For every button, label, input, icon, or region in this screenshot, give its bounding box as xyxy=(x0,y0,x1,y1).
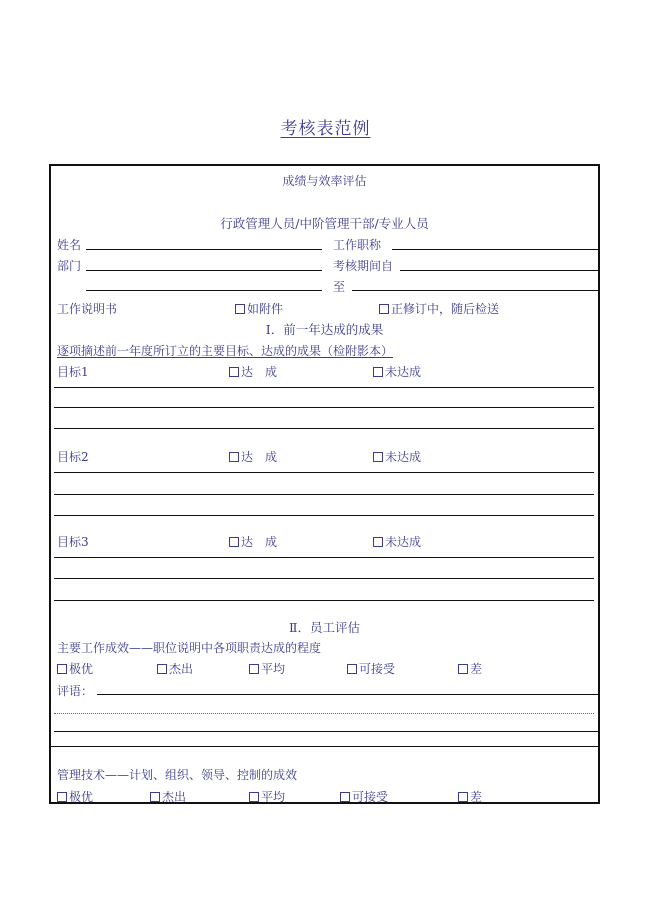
section2-title: Ⅱ．员工评估 xyxy=(289,620,360,635)
rating-label: 可接受 xyxy=(352,790,389,804)
rating-label: 可接受 xyxy=(359,662,396,676)
section-divider xyxy=(49,746,600,747)
comment-label: 评语： xyxy=(57,684,94,698)
checkbox-icon xyxy=(157,664,167,674)
mgmt-rating-excellent-option[interactable] xyxy=(57,788,93,805)
checkbox-icon xyxy=(57,792,67,802)
comment-line-3[interactable] xyxy=(54,731,600,732)
name-label: 姓名 xyxy=(57,238,82,252)
checkbox-icon xyxy=(229,452,239,462)
rating-label: 平均 xyxy=(261,790,286,804)
goal3-not-achieved-label: 未达成 xyxy=(385,535,422,549)
checkbox-icon xyxy=(229,537,239,547)
checkbox-icon xyxy=(229,367,239,377)
checkbox-icon xyxy=(373,367,383,377)
goal3-line-1[interactable] xyxy=(54,557,594,558)
goal1-line-2[interactable] xyxy=(54,407,594,408)
checkbox-icon xyxy=(150,792,160,802)
comment-line-1[interactable] xyxy=(97,694,600,695)
mgmt-rating-outstanding-option[interactable] xyxy=(150,788,186,805)
job-desc-attached-option[interactable] xyxy=(235,300,283,317)
goal2-not-achieved-option[interactable] xyxy=(373,448,421,465)
rating-label: 极优 xyxy=(69,790,94,804)
goal3-line-2[interactable] xyxy=(54,578,594,579)
period-to-field[interactable] xyxy=(352,290,600,291)
rating-average-option[interactable] xyxy=(249,660,285,677)
mgmt-rating-average-option[interactable] xyxy=(249,788,285,805)
rating-label: 杰出 xyxy=(169,662,194,676)
main-work-heading: 主要工作成效——职位说明中各项职责达成的程度 xyxy=(57,641,322,655)
job-title-label: 工作职称 xyxy=(333,238,382,252)
goal2-line-2[interactable] xyxy=(54,494,594,495)
job-desc-revising-label: 正修订中，随后检送 xyxy=(391,302,500,316)
checkbox-icon xyxy=(340,792,350,802)
goal1-line-3[interactable] xyxy=(54,428,594,429)
checkbox-icon xyxy=(57,664,67,674)
period-from-field[interactable] xyxy=(400,270,600,271)
goal2-line-3[interactable] xyxy=(54,515,594,516)
goal2-achieved-option[interactable] xyxy=(229,448,277,465)
rating-label: 差 xyxy=(470,790,483,804)
form-frame xyxy=(49,164,600,804)
checkbox-icon xyxy=(373,537,383,547)
goal1-line-1[interactable] xyxy=(54,387,594,388)
job-desc-attached-label: 如附件 xyxy=(247,302,284,316)
rating-label: 平均 xyxy=(261,662,286,676)
goal2-line-1[interactable] xyxy=(54,472,594,473)
goal2-achieved-label: 达 成 xyxy=(241,450,278,464)
document-title: 考核表范例 xyxy=(280,119,371,139)
goal3-not-achieved-option[interactable] xyxy=(373,533,421,550)
job-desc-revising-option[interactable] xyxy=(379,300,499,317)
dept-label: 部门 xyxy=(57,259,82,273)
comment-line-2[interactable] xyxy=(54,713,594,714)
checkbox-icon xyxy=(379,304,389,314)
goal3-achieved-option[interactable] xyxy=(229,533,277,550)
goal3-achieved-label: 达 成 xyxy=(241,535,278,549)
job-title-field[interactable] xyxy=(392,249,600,250)
goal1-achieved-label: 达 成 xyxy=(241,365,278,379)
rating-label: 极优 xyxy=(69,662,94,676)
rating-label: 差 xyxy=(470,662,483,676)
dept-extra-line xyxy=(86,290,322,291)
mgmt-rating-acceptable-option[interactable] xyxy=(340,788,388,805)
rating-outstanding-option[interactable] xyxy=(157,660,193,677)
goal2-label: 目标2 xyxy=(57,450,89,464)
checkbox-icon xyxy=(249,664,259,674)
form-heading: 成绩与效率评估 xyxy=(282,174,367,188)
goal2-not-achieved-label: 未达成 xyxy=(385,450,422,464)
goal3-label: 目标3 xyxy=(57,535,89,549)
period-from-label: 考核期间自 xyxy=(333,259,394,273)
period-to-label: 至 xyxy=(333,280,346,294)
section1-title: Ⅰ．前一年达成的成果 xyxy=(265,322,384,337)
roles-line: 行政管理人员/中阶管理干部/专业人员 xyxy=(220,216,429,231)
rating-excellent-option[interactable] xyxy=(57,660,93,677)
mgmt-heading: 管理技术——计划、组织、领导、控制的成效 xyxy=(57,768,298,782)
dept-field[interactable] xyxy=(86,270,322,271)
job-desc-label: 工作说明书 xyxy=(57,302,118,316)
rating-label: 杰出 xyxy=(162,790,187,804)
mgmt-rating-poor-option[interactable] xyxy=(458,788,482,805)
goal1-label: 目标1 xyxy=(57,365,89,379)
checkbox-icon xyxy=(347,664,357,674)
name-field[interactable] xyxy=(86,249,322,250)
section1-instruction: 逐项摘述前一年度所订立的主要目标、达成的成果（检附影本） xyxy=(57,344,394,358)
goal1-not-achieved-option[interactable] xyxy=(373,363,421,380)
rating-acceptable-option[interactable] xyxy=(347,660,395,677)
checkbox-icon xyxy=(458,664,468,674)
checkbox-icon xyxy=(249,792,259,802)
rating-poor-option[interactable] xyxy=(458,660,482,677)
checkbox-icon xyxy=(458,792,468,802)
goal1-achieved-option[interactable] xyxy=(229,363,277,380)
checkbox-icon xyxy=(373,452,383,462)
goal1-not-achieved-label: 未达成 xyxy=(385,365,422,379)
goal3-line-3[interactable] xyxy=(54,600,594,601)
checkbox-icon xyxy=(235,304,245,314)
